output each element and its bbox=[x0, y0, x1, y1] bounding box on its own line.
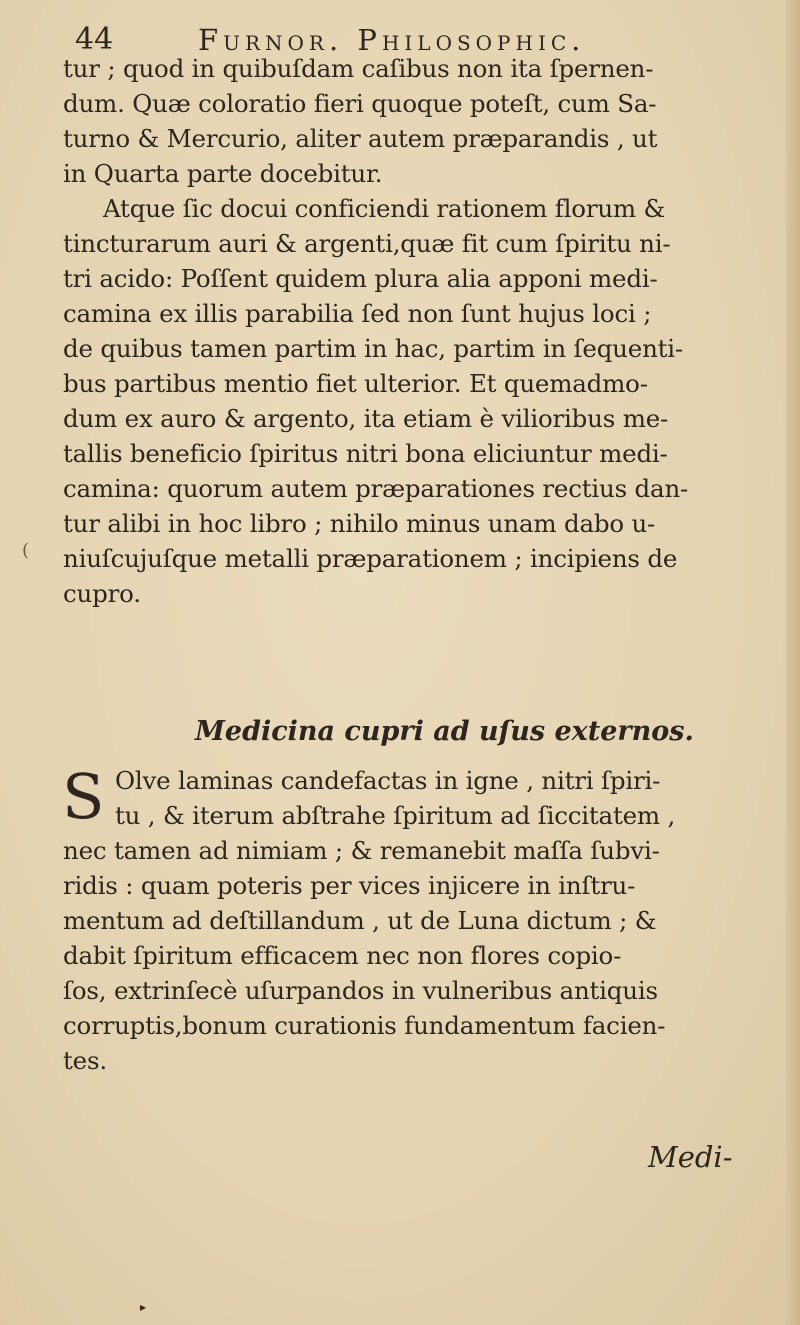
text-line: cupro. bbox=[63, 579, 141, 608]
running-title: Furnor. Philosophic. bbox=[198, 23, 586, 57]
recipe-heading: Medicina cupri ad uſus externos. bbox=[195, 716, 694, 747]
page-number: 44 bbox=[75, 22, 114, 57]
text-line: corruptis,bonum curationis fundamentum facien- bbox=[63, 1011, 666, 1040]
text-line: nec tamen ad nimiam ; & remanebit maſſa ſubvi- bbox=[63, 836, 660, 865]
text-line: camina ex illis parabilia ſed non ſunt hujus loci ; bbox=[63, 299, 652, 328]
text-line: niuſcujuſque metalli præparationem ; incipiens de bbox=[63, 544, 678, 573]
text-line: tes. bbox=[63, 1046, 107, 1075]
text-line: Olve laminas candefactas in igne , nitri ſpiri- bbox=[115, 766, 661, 795]
paragraph-1 bbox=[63, 51, 768, 611]
text-line: bus partibus mentio fiet ulterior. Et quemadmo- bbox=[63, 369, 648, 398]
page-edge bbox=[786, 0, 800, 1325]
text-line: tur alibi in hoc libro ; nihilo minus unam dabo u- bbox=[63, 509, 656, 538]
catchword: Medi- bbox=[648, 1140, 733, 1174]
text-line: tur ; quod in quibuſdam caſibus non ita ſpernen- bbox=[63, 54, 654, 83]
text-line: dum. Quæ coloratio fieri quoque poteſt, cum Sa- bbox=[63, 89, 657, 118]
drop-cap: S bbox=[62, 760, 105, 833]
text-line: dum ex auro & argento, ita etiam è vilioribus me- bbox=[63, 404, 669, 433]
margin-mark: ( bbox=[22, 540, 30, 561]
text-line: Atque ſic docui conficiendi rationem florum & bbox=[103, 194, 666, 223]
stray-mark: ▸ bbox=[140, 1300, 147, 1314]
text-line: ſos, extrinſecè uſurpandos in vulneribus antiquis bbox=[63, 976, 658, 1005]
text-line: dabit ſpiritum efficacem nec non flores copio- bbox=[63, 941, 622, 970]
text-line: tincturarum auri & argenti,quæ fit cum ſpiritu ni- bbox=[63, 229, 671, 258]
text-line: ridis : quam poteris per vices injicere in inſtru- bbox=[63, 871, 636, 900]
text-line: in Quarta parte docebitur. bbox=[63, 159, 383, 188]
text-line: tri acido: Poſſent quidem plura alia apponi medi- bbox=[63, 264, 658, 293]
paragraph-2 bbox=[62, 760, 768, 1078]
text-line: tu , & iterum abſtrahe ſpiritum ad ſiccitatem , bbox=[115, 801, 676, 830]
text-line: tallis beneficio ſpiritus nitri bona eliciuntur medi- bbox=[63, 439, 668, 468]
text-line: turno & Mercurio, aliter autem præparandis , ut bbox=[63, 124, 658, 153]
text-line: de quibus tamen partim in hac, partim in ſequenti- bbox=[63, 334, 684, 363]
text-line: mentum ad deſtillandum , ut de Luna dictum ; & bbox=[63, 906, 657, 935]
text-line: camina: quorum autem præparationes rectius dan- bbox=[63, 474, 689, 503]
